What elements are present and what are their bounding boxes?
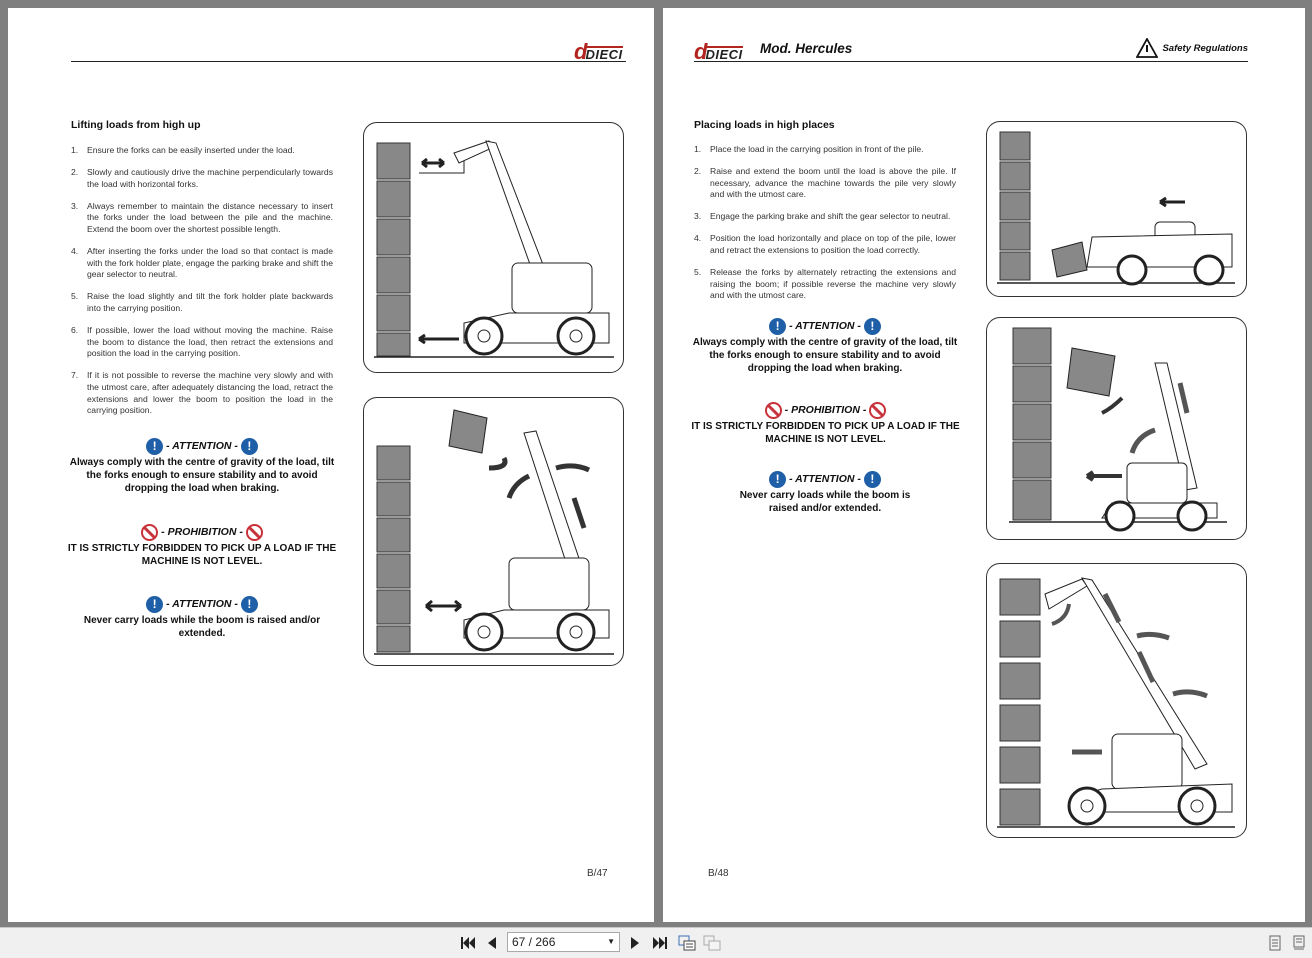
back-view-icon: [678, 935, 696, 951]
pdf-page-left: [8, 8, 654, 922]
attention-icon: !: [769, 318, 786, 335]
attention-icon: !: [864, 318, 881, 335]
pdf-page-right: [663, 8, 1305, 922]
steps-list: [694, 144, 956, 312]
header-rule: [694, 61, 1248, 62]
single-page-icon: [1269, 935, 1281, 951]
dieci-logo: d DIECI: [694, 39, 743, 64]
attention-icon: !: [241, 438, 258, 455]
attention-icon: !: [241, 596, 258, 613]
previous-page-icon: [488, 937, 496, 949]
list-item: 5. Raise the load slightly and tilt the fork holder plate backwards into the carrying position.: [71, 291, 333, 313]
figure-raising-load: [986, 317, 1247, 540]
prohibition-notice: - PROHIBITION - IT IS STRICTLY FORBIDDEN TO PICK UP A LOAD IF THE MACHINE IS NOT LEVEL.: [688, 400, 963, 446]
next-page-button[interactable]: [628, 934, 642, 952]
figure-inserting-forks: [363, 122, 624, 373]
steps-list: [71, 145, 333, 427]
first-page-icon: [461, 937, 475, 949]
continuous-view-button[interactable]: [1292, 934, 1306, 952]
attention-notice: ! - ATTENTION - ! Never carry loads while the boom is raised and/or extended.: [83, 597, 321, 639]
section-title: Placing loads in high places: [694, 119, 835, 131]
attention-icon: !: [146, 596, 163, 613]
go-back-view-button[interactable]: [677, 934, 697, 952]
prohibition-notice: - PROHIBITION - IT IS STRICTLY FORBIDDEN TO PICK UP A LOAD IF THE MACHINE IS NOT LEVEL.: [63, 522, 341, 568]
header-section: Safety Regulations: [1136, 38, 1248, 58]
single-page-view-button[interactable]: [1268, 934, 1282, 952]
attention-icon: !: [146, 438, 163, 455]
model-title: Mod. Hercules: [760, 41, 853, 56]
list-item: 1. Ensure the forks can be easily inserted under the load.: [71, 145, 295, 155]
prohibition-icon: [246, 524, 263, 541]
dieci-logo: d DIECI: [574, 39, 623, 64]
figure-approaching-pile: [986, 121, 1247, 297]
last-page-button[interactable]: [651, 934, 669, 952]
page-number: B/47: [587, 868, 608, 879]
next-page-icon: [631, 937, 639, 949]
previous-page-button[interactable]: [485, 934, 499, 952]
viewer-toolbar: [0, 927, 1312, 958]
prohibition-icon: [141, 524, 158, 541]
go-forward-view-button[interactable]: [702, 934, 722, 952]
attention-icon: !: [769, 471, 786, 488]
first-page-button[interactable]: [459, 934, 477, 952]
header-rule: [71, 61, 626, 62]
page-number: B/48: [708, 868, 729, 879]
list-item: 1. Place the load in the carrying position in front of the pile.: [694, 144, 924, 154]
list-item: 3. Engage the parking brake and shift the gear selector to neutral.: [694, 211, 951, 222]
page-indicator-select[interactable]: 67 / 266 ▼: [507, 932, 620, 952]
attention-notice: ! - ATTENTION - ! Always comply with the centre of gravity of the load, tilt the forks enough to ensure stability and to avoid dropping the load when braking.: [692, 319, 958, 374]
attention-icon: !: [864, 471, 881, 488]
attention-notice: ! - ATTENTION - ! Always comply with the centre of gravity of the load, tilt the forks enough to ensure stability and to avoid dropping the load when braking.: [69, 439, 335, 494]
warning-triangle-icon: [1136, 38, 1158, 58]
list-item: 7. If it is not possible to reverse the machine very slowly and with the utmost care, after adequately distancing the load, retract the extensions and lower the boom to position the load in the carrying position.: [71, 370, 333, 416]
prohibition-icon: [869, 402, 886, 419]
list-item: 2. Raise and extend the boom until the load is above the pile. If necessary, advance the machine towards the pile very slowly and with the utmost care.: [694, 166, 956, 200]
chevron-down-icon: ▼: [607, 937, 615, 946]
continuous-page-icon: [1293, 935, 1305, 951]
figure-lifting-away: [363, 397, 624, 666]
list-item: 3. Always remember to maintain the distance necessary to insert the forks under the load between the pile and the machine. Extend the boom over the shortest possible length.: [71, 200, 333, 234]
prohibition-icon: [765, 402, 782, 419]
forward-view-icon: [703, 935, 721, 951]
list-item: 5. Release the forks by alternately retracting the extensions and raising the boom; if possible reverse the machine very slowly and with the utmost care.: [694, 267, 956, 301]
list-item: 4. After inserting the forks under the load so that contact is made with the fork holder plate, engage the parking brake and shift the gear selector to neutral.: [71, 246, 333, 280]
list-item: 4. Position the load horizontally and place on top of the pile, lower and retract the extensions to position the load correctly.: [694, 233, 956, 256]
section-title: Lifting loads from high up: [71, 119, 201, 131]
figure-releasing-forks: [986, 563, 1247, 838]
list-item: 6. If possible, lower the load without moving the machine. Raise the boom to distance the load, then retract the extensions and position the load in the carrying position.: [71, 325, 333, 359]
attention-notice: ! - ATTENTION - ! Never carry loads while the boom is raised and/or extended.: [739, 472, 911, 514]
list-item: 2. Slowly and cautiously drive the machine perpendicularly towards the load with horizontal forks.: [71, 167, 333, 189]
last-page-icon: [653, 937, 667, 949]
